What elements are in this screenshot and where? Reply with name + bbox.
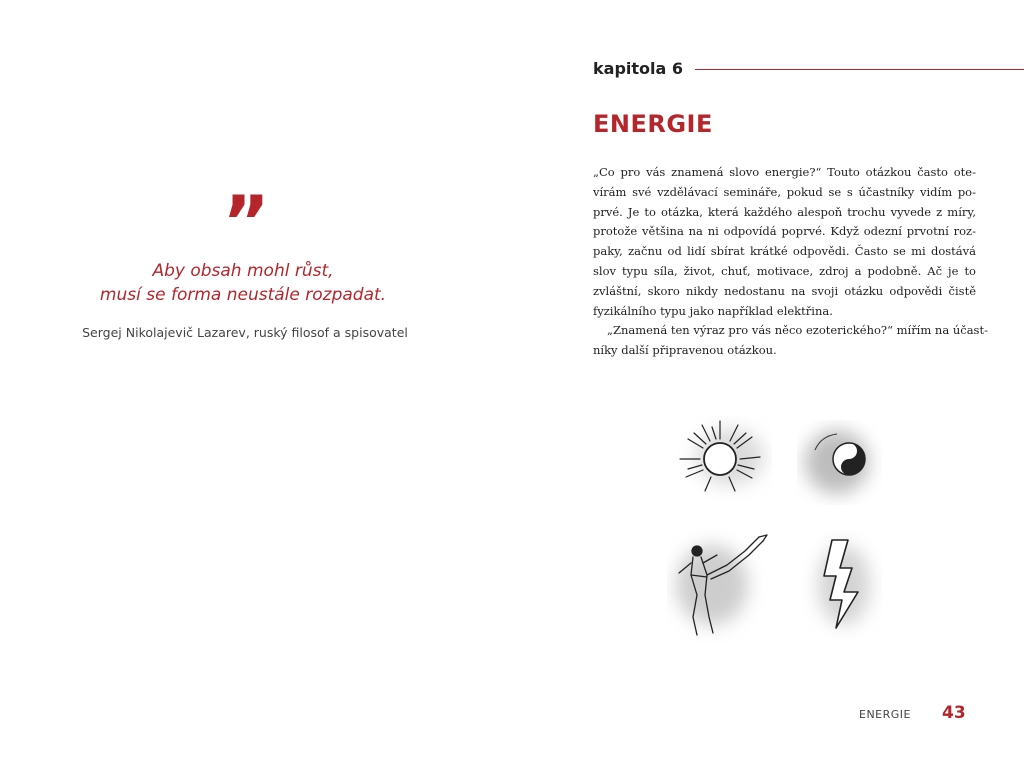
text-line: slov typu síla, život, chuť, motivace, zdroj a podobně. Ač je to xyxy=(593,263,976,278)
epigraph-quote xyxy=(0,259,486,307)
chapter-title: ENERGIE xyxy=(593,110,713,138)
text-line: níky další připravenou otázkou. xyxy=(593,343,777,358)
yin-yang-icon xyxy=(797,420,882,505)
sun-icon xyxy=(672,415,772,500)
epigraph-line: musí se forma neustále rozpadat. xyxy=(99,285,387,305)
text-line: zvláštní, skoro nikdy nedostanu na svoji otázku odpovědi čistě xyxy=(593,283,976,298)
right-page xyxy=(512,0,1024,768)
chapter-rule xyxy=(695,69,1024,70)
text-line: prvé. Je to otázka, která každého alespoň trochu vyvede z míry, xyxy=(593,204,976,219)
text-line: protože většina na ni odpovídá poprvé. Když odezní prvotní roz- xyxy=(593,224,976,239)
text-line: paky, začnu od lidí sbírat krátké odpovědi. Často se mi dostává xyxy=(593,244,976,259)
karate-kick-icon xyxy=(667,525,777,645)
text-line: „Znamená ten výraz pro vás něco ezoterického?“ mířím na účast- xyxy=(607,323,988,338)
paragraph-1 xyxy=(593,163,976,321)
epigraph-line: Aby obsah mohl růst, xyxy=(152,261,334,281)
text-line: fyzikálního typu jako například elektřina. xyxy=(593,303,833,318)
lightning-icon xyxy=(802,530,882,640)
text-line: vírám své vzdělávací semináře, pokud se s účastníky vidím po- xyxy=(593,184,976,199)
quote-mark-icon: ” xyxy=(222,180,264,264)
epigraph-author: Sergej Nikolajevič Lazarev, ruský filosof a spisovatel xyxy=(82,325,408,340)
chapter-body xyxy=(593,163,988,361)
running-footer: ENERGIE xyxy=(859,708,911,721)
text-line: „Co pro vás znamená slovo energie?“ Touto otázkou často ote- xyxy=(593,165,976,179)
page-number: 43 xyxy=(942,703,966,723)
energy-illustrations xyxy=(667,410,887,660)
paragraph-2 xyxy=(593,321,988,361)
chapter-label: kapitola 6 xyxy=(593,59,683,78)
